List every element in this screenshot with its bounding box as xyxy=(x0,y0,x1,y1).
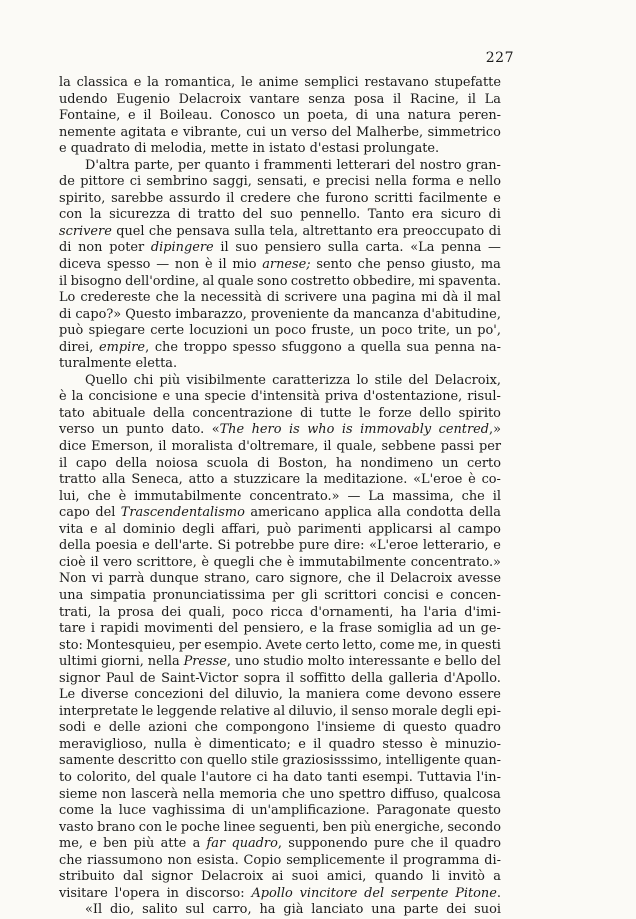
text-line: to colorito, del quale l'autore ci ha dato tanti esempi. Tuttavia l'in- xyxy=(59,769,501,785)
text-line: con la sicurezza di tratto del suo pennello. Tanto era sicuro di xyxy=(59,207,501,223)
text-line: tato abituale della concentrazione di tutte le forze dello spirito xyxy=(59,405,501,421)
text-line: Quello chi più visibilmente caratterizza lo stile del Delacroix, xyxy=(85,372,501,388)
text-line: direi, empire, che troppo spesso sfuggono a quella sua penna na- xyxy=(59,339,501,355)
text-line: D'altra parte, per quanto i frammenti letterari del nostro gran- xyxy=(85,157,501,173)
text-line: come la luce vaghissima di un'amplificazione. Paragonate questo xyxy=(59,803,501,819)
text-line: è la concisione e una specie d'intensità priva d'ostentazione, risul- xyxy=(59,389,501,405)
page-number: 227 xyxy=(485,50,514,66)
text-line: il bisogno dell'ordine, al quale sono costretto obbedire, mi spaventa. xyxy=(59,273,501,289)
text-line: una simpatia pronunciatissima per gli scrittori concisi e concen- xyxy=(59,587,501,603)
text-line: della poesia e dell'arte. Si potrebbe pure dire: «L'eroe letterario, e xyxy=(59,538,501,554)
text-line: il capo della noiosa scuola di Boston, ha nondimeno un certo xyxy=(59,455,501,471)
text-line: trati, la prosa dei quali, poco ricca d'ornamenti, ha l'aria d'imi- xyxy=(59,604,501,620)
text-line: sto: Montesquieu, per esempio. Avete certo letto, come me, in questi xyxy=(59,637,501,653)
text-line: cioè il vero scrittore, è quegli che è immutabilmente concentrato.» xyxy=(59,554,501,570)
text-line: verso un punto dato. «The hero is who is immovably centred,» xyxy=(59,422,501,438)
text-line: sieme non lascerà nella memoria che uno spettro diffuso, qualcosa xyxy=(59,786,501,802)
text-line: che riassumono non esista. Copio semplicemente il programma di- xyxy=(59,852,501,868)
text-line: turalmente eletta. xyxy=(59,356,178,372)
text-line: dice Emerson, il moralista d'oltremare, il quale, sebbene passi per xyxy=(59,439,501,455)
text-line: meraviglioso, nulla è dimenticato; e il quadro stesso è minuzio- xyxy=(59,736,501,752)
text-line: Le diverse concezioni del diluvio, la maniera come devono essere xyxy=(59,687,501,703)
text-line: tratto alla Seneca, atto a stuzzicare la meditazione. «L'eroe è co- xyxy=(59,472,501,488)
text-line: sodi e delle azioni che compongono l'insieme di questo quadro xyxy=(59,720,501,736)
text-line: Fontaine, e il Boileau. Conosco un poeta, di una natura peren- xyxy=(59,108,501,124)
text-line: lui, che è immutabilmente concentrato.» — La massima, che il xyxy=(59,488,501,504)
text-line: de pittore ci sembrino saggi, sensati, e precisi nella forma e nello xyxy=(59,174,501,190)
text-line: capo del Trascendentalismo americano applica alla condotta della xyxy=(59,505,501,521)
text-line: scrivere quel che pensava sulla tela, altrettanto era preoccupato di xyxy=(59,223,501,239)
body-text xyxy=(59,75,501,919)
text-line: signor Paul de Saint-Victor sopra il soffitto della galleria d'Apollo. xyxy=(59,670,501,686)
text-line: può spiegare certe locuzioni un poco fruste, un poco trite, un po', xyxy=(59,323,501,339)
text-line: Non vi parrà dunque strano, caro signore, che il Delacroix avesse xyxy=(59,571,501,587)
text-line: Lo credereste che la necessità di scrivere una pagina mi dà il mal xyxy=(59,290,501,306)
text-line: di non poter dipingere il suo pensiero sulla carta. «La penna — xyxy=(59,240,501,256)
text-line: vita e al dominio degli affari, può parimenti applicarsi al campo xyxy=(59,521,501,537)
text-line: spirito, sarebbe assurdo il credere che furono scritti facilmente e xyxy=(59,190,501,206)
text-line: stribuito dal signor Delacroix ai suoi amici, quando li invitò a xyxy=(59,869,501,885)
text-line: nemente agitata e vibrante, cui un verso del Malherbe, simmetrico xyxy=(59,124,501,140)
text-line: interpretate le leggende relative al diluvio, il senso morale degli epi- xyxy=(59,703,501,719)
text-line: e quadrato di melodia, mette in istato d'estasi prolungate. xyxy=(59,141,440,157)
text-line: tare i rapidi movimenti del pensiero, e la frase somiglia ad un ge- xyxy=(59,621,501,637)
text-line: me, e ben più atte a far quadro, supponendo pure che il quadro xyxy=(59,836,501,852)
text-line: udendo Eugenio Delacroix vantare senza posa il Racine, il La xyxy=(59,91,501,107)
text-line: la classica e la romantica, le anime semplici restavano stupefatte xyxy=(59,75,501,90)
text-line: di capo?» Questo imbarazzo, proveniente da mancanza d'abitudine, xyxy=(59,306,501,322)
text-line: samente descritto con quello stile graziosisssimo, intelligente quan- xyxy=(59,753,501,769)
text-line: ultimi giorni, nella Presse, uno studio molto interessante e bello del xyxy=(59,654,501,670)
text-line: visitare l'opera in discorso: Apollo vincitore del serpente Pitone. xyxy=(59,885,501,901)
text-line: «Il dio, salito sul carro, ha già lanciato una parte dei suoi xyxy=(85,902,501,918)
text-line: diceva spesso — non è il mio arnese; sento che penso giusto, ma xyxy=(59,257,501,273)
text-line: vasto brano con le poche linee seguenti, ben più energiche, secondo xyxy=(59,819,501,835)
